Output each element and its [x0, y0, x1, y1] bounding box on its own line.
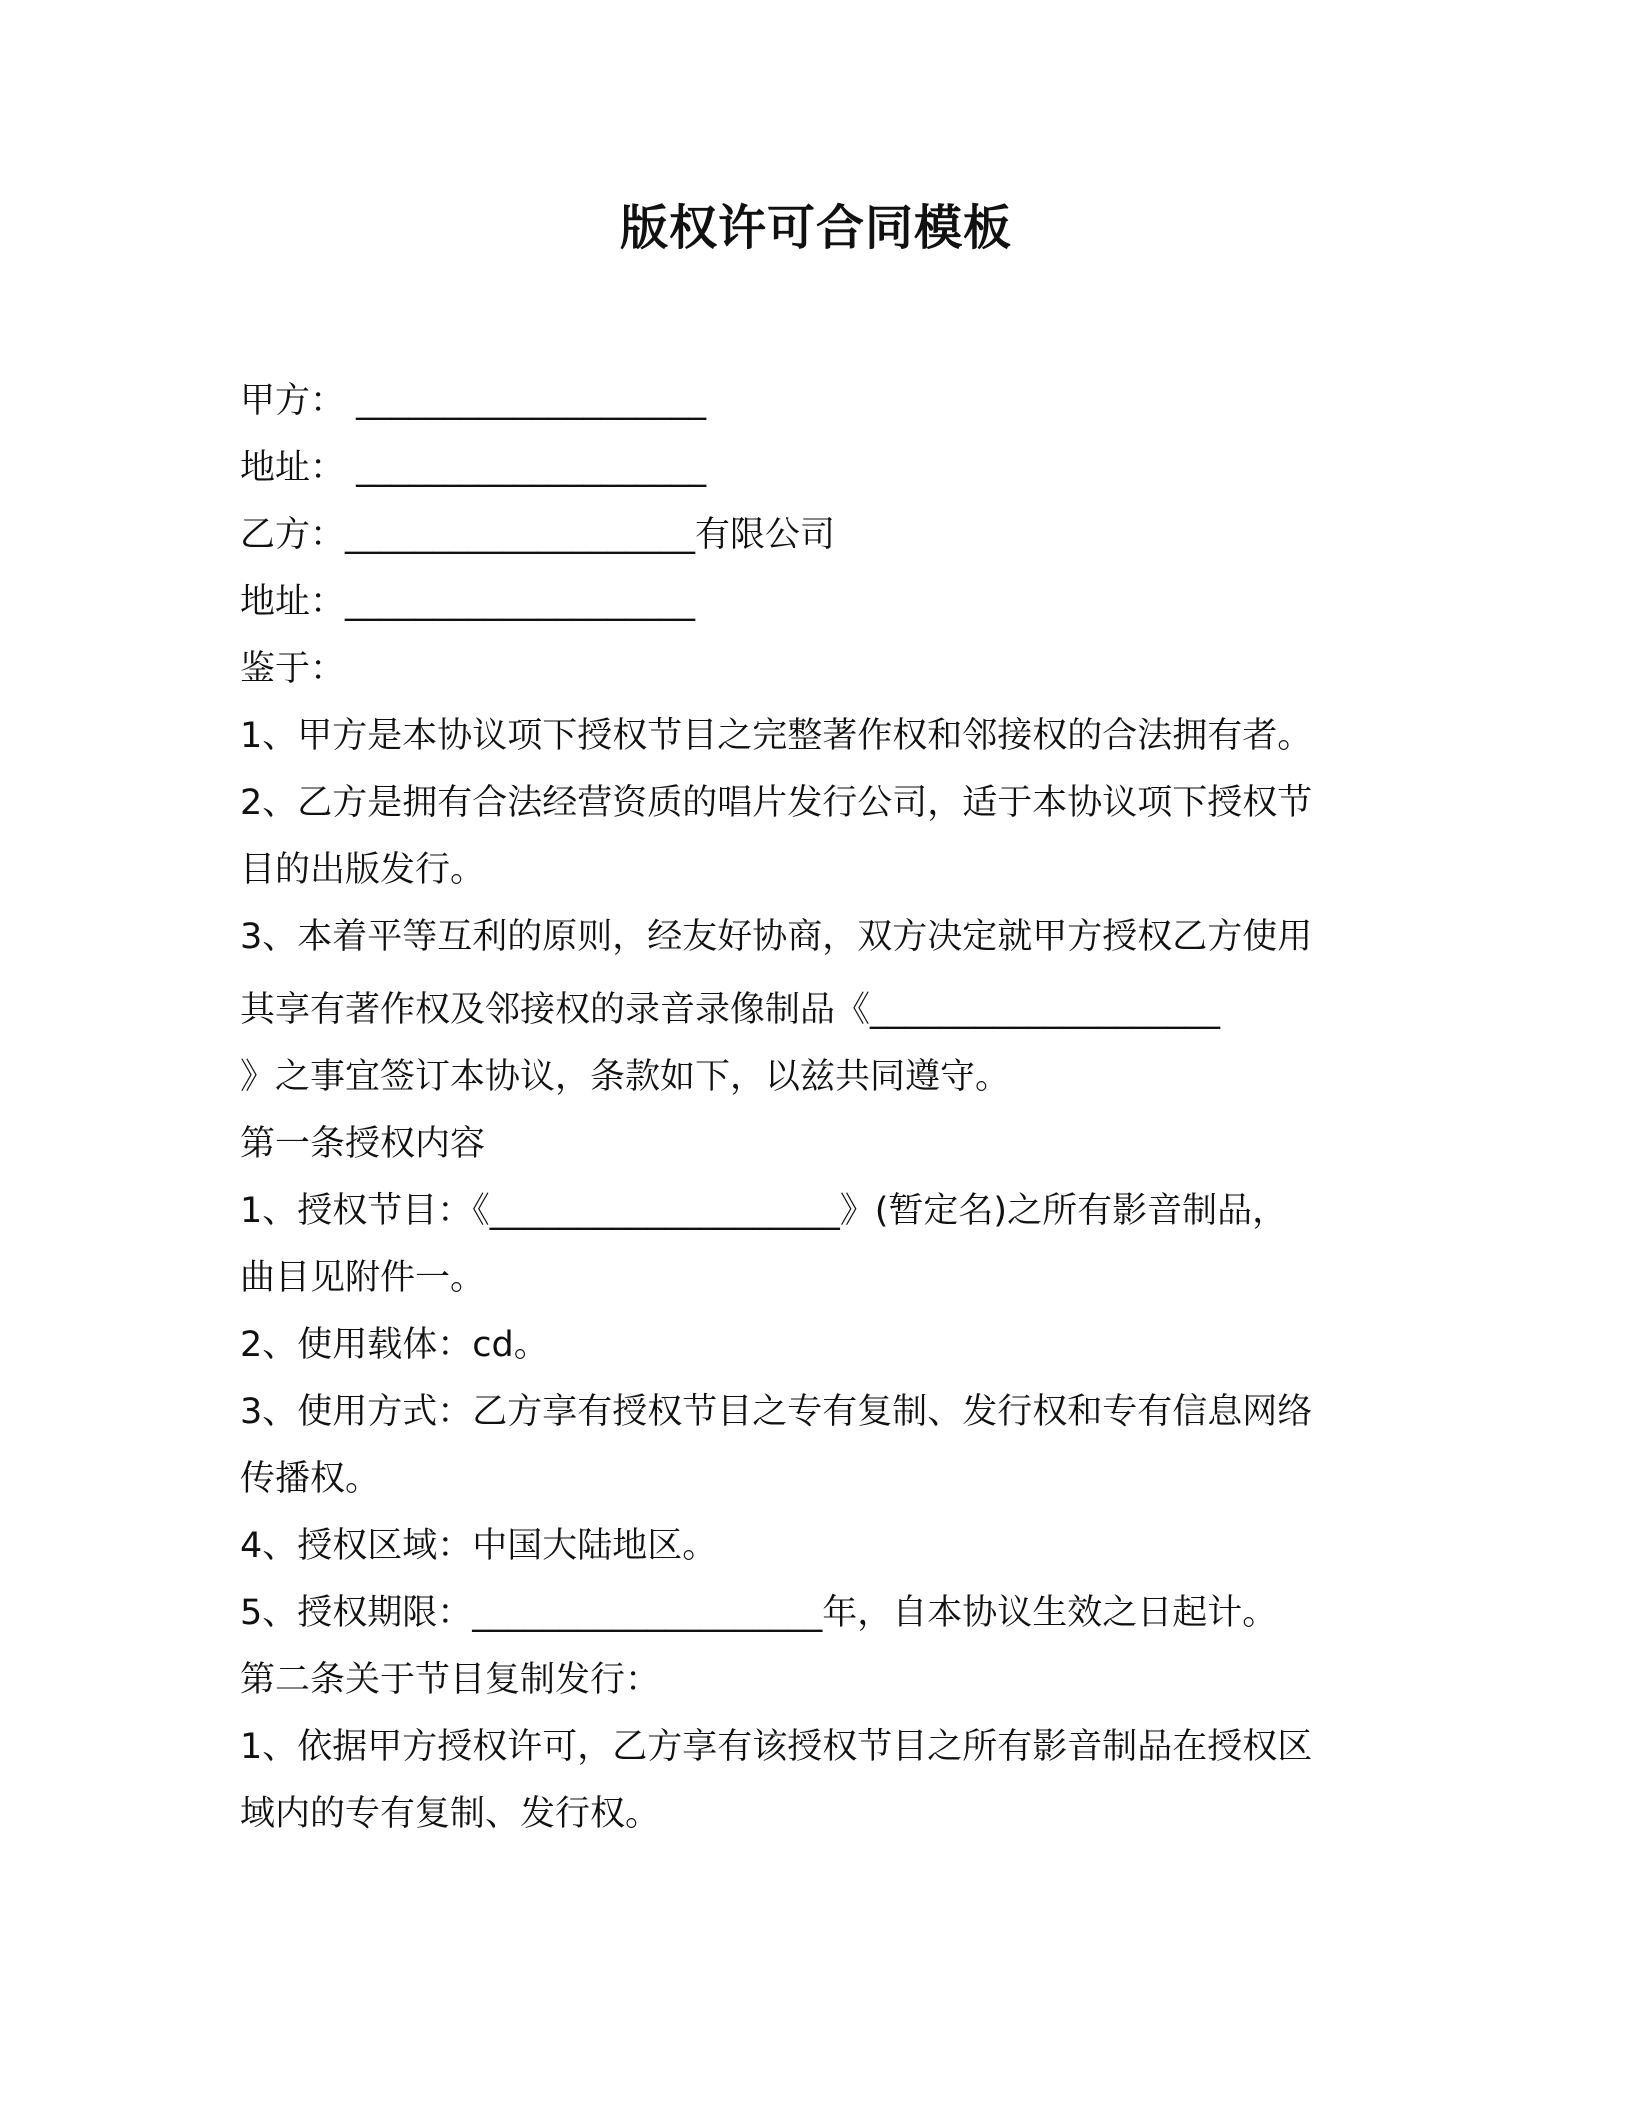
article-1-heading: 第一条授权内容: [240, 1124, 486, 1164]
whereas-item-1: 1、甲方是本协议项下授权节目之完整著作权和邻接权的合法拥有者。: [240, 716, 1313, 756]
article-1-item-1-cont: 曲目见附件一。: [240, 1258, 486, 1298]
article-1-item-3-cont: 传播权。: [240, 1459, 381, 1499]
article-1-item-5: 5、授权期限：____________________年，自本协议生效之日起计。: [240, 1593, 1278, 1633]
whereas-item-2-cont: 目的出版发行。: [240, 850, 486, 890]
party-b-line: 乙方：____________________有限公司: [240, 515, 836, 555]
document-body: [240, 368, 1380, 1848]
whereas-heading: 鉴于：: [240, 649, 346, 689]
article-2-item-1-cont: 域内的专有复制、发行权。: [240, 1794, 661, 1834]
whereas-item-3-end: 》之事宜签订本协议，条款如下，以兹共同遵守。: [240, 1057, 1011, 1097]
article-1-item-1: 1、授权节目：《____________________》(暂定名)之所有影音制品，: [240, 1191, 1288, 1231]
article-2-item-1: 1、依据甲方授权许可，乙方享有该授权节目之所有影音制品在授权区: [240, 1727, 1313, 1767]
party-b-address-line: 地址：____________________: [240, 582, 696, 622]
whereas-item-3-cont: 其享有著作权及邻接权的录音录像制品《____________________: [240, 990, 1221, 1030]
article-1-item-2: 2、使用载体：cd。: [240, 1325, 549, 1365]
document-title: 版权许可合同模板: [619, 200, 1012, 256]
article-1-item-4: 4、授权区域：中国大陆地区。: [240, 1526, 718, 1566]
party-a-line: 甲方： ____________________: [240, 381, 707, 421]
whereas-item-3: 3、本着平等互利的原则，经友好协商，双方决定就甲方授权乙方使用: [240, 917, 1313, 957]
whereas-item-2: 2、乙方是拥有合法经营资质的唱片发行公司，适于本协议项下授权节: [240, 783, 1313, 823]
article-2-heading: 第二条关于节目复制发行：: [240, 1660, 661, 1700]
article-1-item-3: 3、使用方式：乙方享有授权节目之专有复制、发行权和专有信息网络: [240, 1392, 1313, 1432]
party-a-address-line: 地址： ____________________: [240, 448, 707, 488]
